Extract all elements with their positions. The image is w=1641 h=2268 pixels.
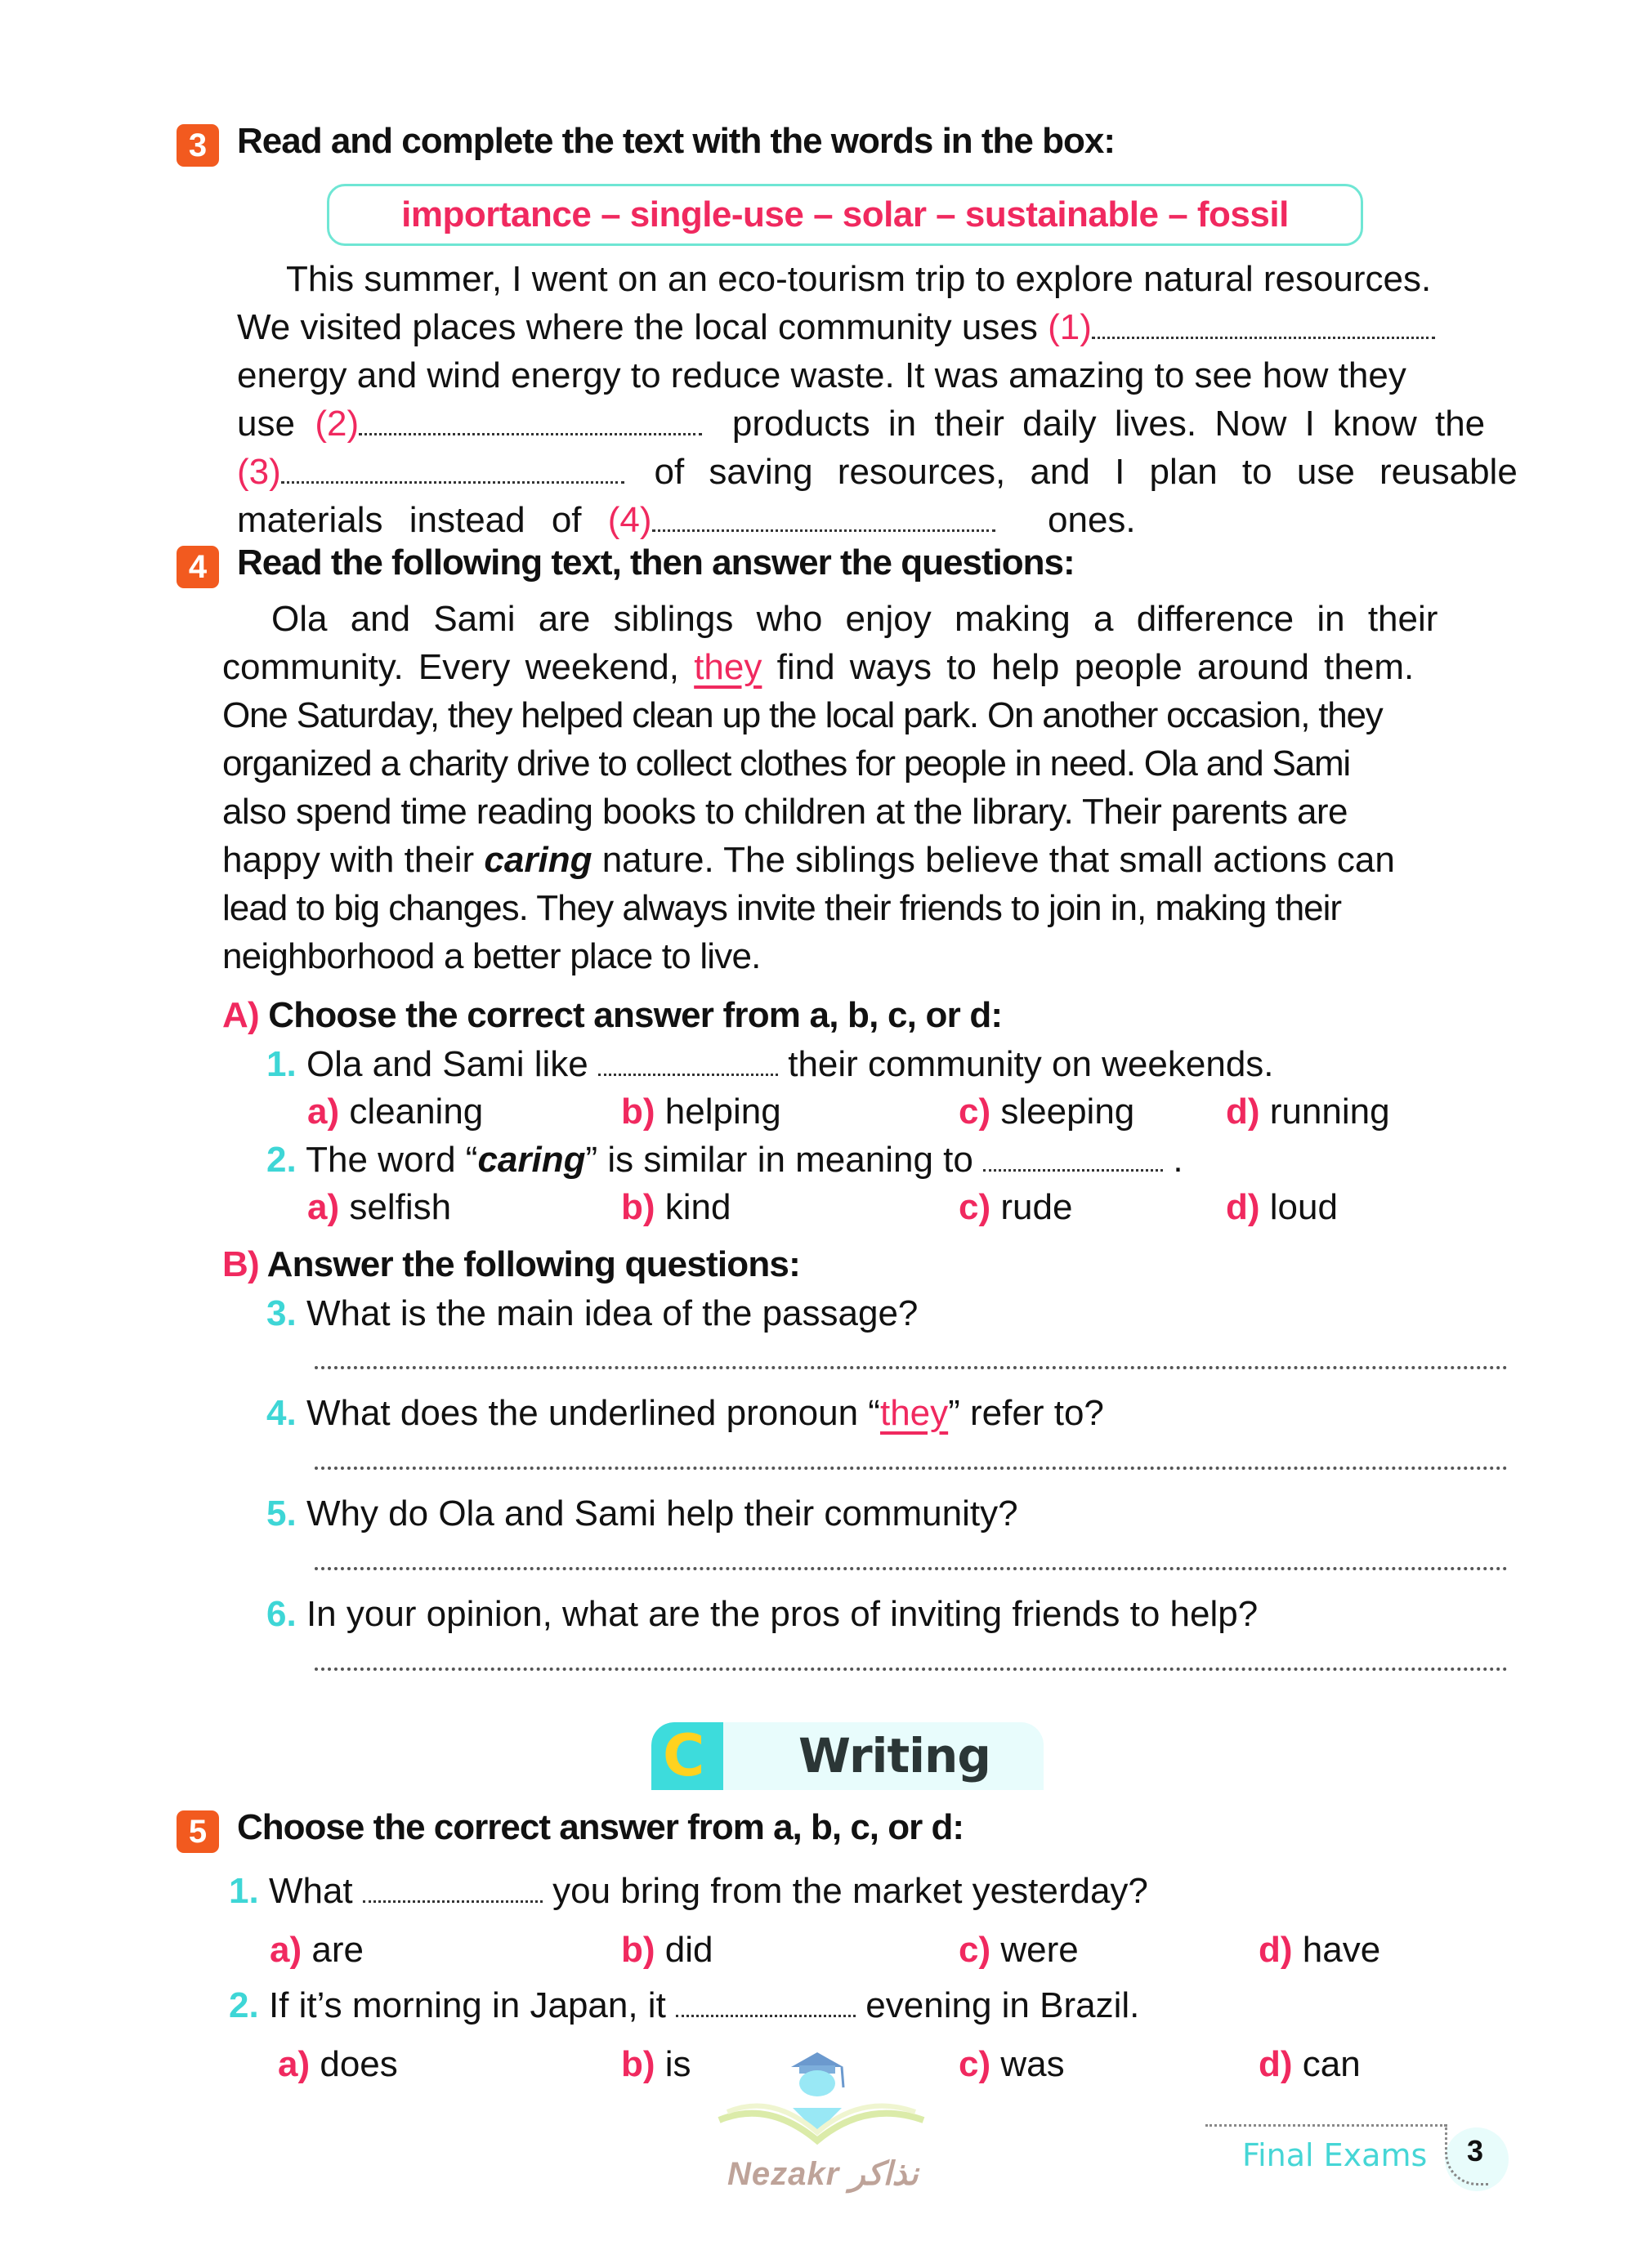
- footer-divider: [1205, 2124, 1446, 2127]
- blank-number-2: (2): [315, 404, 360, 444]
- q3-line-1: This summer, I went on an eco-tourism trip to explore natural resources.: [286, 259, 1432, 299]
- q4-line-6: happy with their caring nature. The siblings believe that small actions can: [222, 840, 1395, 880]
- q4-line-7: lead to big changes. They always invite their friends to join in, making their: [222, 888, 1342, 928]
- blank-1[interactable]: [1092, 330, 1435, 339]
- option-b[interactable]: b) kind: [621, 1187, 731, 1227]
- q4-line-4: organized a charity drive to collect clothes for people in need. Ola and Sami: [222, 743, 1350, 784]
- answer-line-6[interactable]: [315, 1668, 1508, 1671]
- footer-label: Final Exams: [1242, 2137, 1428, 2173]
- question-number-badge: 4: [177, 546, 219, 588]
- part-b-question-6: 6. In your opinion, what are the pros of inviting friends to help?: [266, 1594, 1259, 1634]
- q4-line-8: neighborhood a better place to live.: [222, 936, 761, 976]
- question-4-title: Read the following text, then answer the questions:: [237, 542, 1075, 583]
- q3-line-4: use (2) products in their daily lives. Now I know the: [237, 404, 1486, 444]
- nezakr-watermark-logo: [703, 2051, 948, 2214]
- part-a-question-2: 2. The word “caring” is similar in meaning to .: [266, 1140, 1183, 1180]
- option-d[interactable]: d) can: [1259, 2044, 1361, 2084]
- part-b-question-3: 3. What is the main idea of the passage?: [266, 1293, 919, 1333]
- question-number-badge: 5: [177, 1810, 219, 1853]
- q5-question-2: 2. If it’s morning in Japan, it evening in Brazil.: [229, 1985, 1140, 2025]
- blank-2[interactable]: [359, 426, 702, 435]
- emphasized-word-caring: caring: [484, 840, 592, 880]
- part-b-question-5: 5. Why do Ola and Sami help their community?: [266, 1493, 1018, 1534]
- question-number-badge: 3: [177, 124, 219, 167]
- answer-line-3[interactable]: [315, 1366, 1508, 1369]
- section-banner-writing: [651, 1722, 1044, 1790]
- option-d[interactable]: d) running: [1226, 1092, 1390, 1132]
- q4-line-2: community. Every weekend, they find ways to help people around them.: [222, 647, 1415, 687]
- page-number: 3: [1466, 2134, 1484, 2168]
- answer-blank[interactable]: [676, 2008, 856, 2017]
- q3-line-6: materials instead of (4) ones.: [237, 500, 1136, 540]
- blank-number-4: (4): [607, 500, 652, 540]
- q3-passage: [237, 255, 1524, 544]
- watermark-text: Nezakr نذاكر: [727, 2156, 919, 2192]
- q4-line-3: One Saturday, they helped clean up the local park. On another occasion, they: [222, 695, 1383, 735]
- part-a-title: A) Choose the correct answer from a, b, c, or d:: [222, 995, 1003, 1035]
- q4-passage: [222, 595, 1522, 980]
- q3-line-2: We visited places where the local community uses (1): [237, 303, 1524, 351]
- q5-question-1: 1. What you bring from the market yesterday?: [229, 1871, 1148, 1911]
- section-letter: C: [663, 1722, 705, 1789]
- option-a[interactable]: a) cleaning: [307, 1092, 484, 1132]
- option-a[interactable]: a) does: [278, 2044, 398, 2084]
- answer-line-4[interactable]: [315, 1467, 1508, 1470]
- option-b[interactable]: b) did: [621, 1930, 713, 1970]
- answer-line-5[interactable]: [315, 1567, 1508, 1570]
- q3-line-5: (3) of saving resources, and I plan to use reusable: [237, 452, 1518, 492]
- word-bank-box: importance – single-use – solar – sustainable – fossil: [327, 184, 1363, 246]
- q4-line-1: Ola and Sami are siblings who enjoy making a difference in their: [271, 599, 1438, 639]
- option-a[interactable]: a) selfish: [307, 1187, 452, 1227]
- question-3-title: Read and complete the text with the words in the box:: [237, 121, 1116, 161]
- option-c[interactable]: c) rude: [959, 1187, 1073, 1227]
- answer-blank[interactable]: [363, 1894, 543, 1903]
- answer-blank[interactable]: [598, 1067, 778, 1076]
- option-a[interactable]: a) are: [270, 1930, 364, 1970]
- blank-3[interactable]: [281, 475, 624, 484]
- option-d[interactable]: d) loud: [1226, 1187, 1338, 1227]
- blank-number-3: (3): [237, 452, 281, 492]
- option-d[interactable]: d) have: [1259, 1930, 1381, 1970]
- part-b-question-4: 4. What does the underlined pronoun “they” refer to?: [266, 1393, 1104, 1433]
- section-letter-tile: [651, 1722, 723, 1790]
- part-a-question-1: 1. Ola and Sami like their community on weekends.: [266, 1044, 1274, 1084]
- option-c[interactable]: c) were: [959, 1930, 1079, 1970]
- section-title: Writing: [798, 1728, 990, 1784]
- option-c[interactable]: c) sleeping: [959, 1092, 1135, 1132]
- q3-line-3: energy and wind energy to reduce waste. It was amazing to see how they: [237, 355, 1406, 395]
- underlined-pronoun-they: they: [694, 647, 762, 687]
- option-b[interactable]: b) helping: [621, 1092, 781, 1132]
- part-b-title: B) Answer the following questions:: [222, 1244, 800, 1284]
- answer-blank[interactable]: [983, 1163, 1163, 1172]
- blank-4[interactable]: [652, 523, 995, 532]
- blank-number-1: (1): [1048, 307, 1092, 347]
- q4-line-5: also spend time reading books to children at the library. Their parents are: [222, 792, 1348, 832]
- option-b[interactable]: b) is: [621, 2044, 691, 2084]
- graduate-book-icon: [703, 2051, 948, 2157]
- question-5-title: Choose the correct answer from a, b, c, or d:: [237, 1807, 964, 1847]
- option-c[interactable]: c) was: [959, 2044, 1065, 2084]
